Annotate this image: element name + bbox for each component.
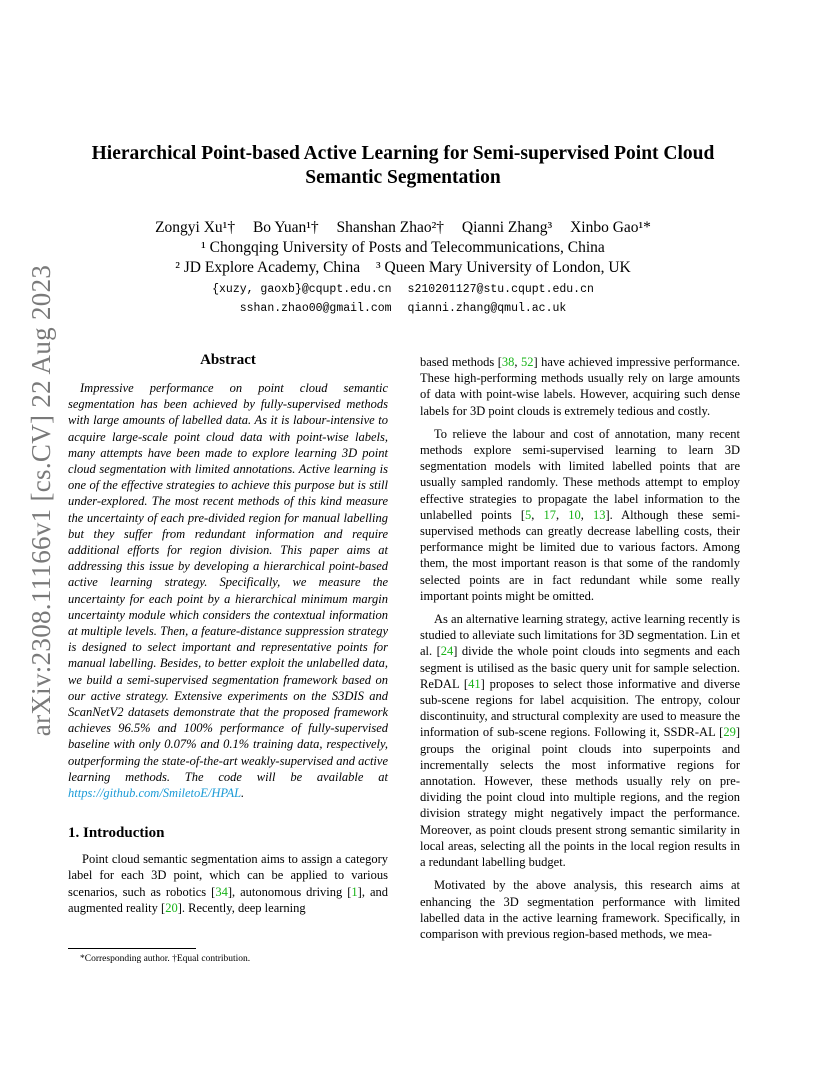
abstract-heading: Abstract <box>200 352 256 368</box>
citation-link[interactable]: 5 <box>525 507 532 522</box>
body-paragraph: Motivated by the above analysis, this research aims at enhancing the 3D segmentation performance with limited labelled data in the active learning framework. Specifically, in comparison with previous region-based methods, we mea- <box>420 878 740 941</box>
code-link[interactable]: https://github.com/SmiletoE/HPAL <box>68 786 242 801</box>
citation-link[interactable]: 38 <box>501 355 515 369</box>
email[interactable]: s210201127@stu.cqupt.edu.cn <box>407 283 594 296</box>
body-paragraph: As an alternative learning strategy, active learning recently is studied to alleviate such limitations for 3D segmentation. Lin et al. [24] divide the whole point clouds into segments and each segment is utilised as the basic query unit for sample selection. ReDAL [41] proposes to select those informative and diverse sub-scene regions for label acquisition. The entropy, colour discontinuity, and structural complexity are used to measure the information of sub-scene regions. Following it, SSDR-AL [29] groups the original point clouds into superpoints and incrementally selects the most informative regions for annotation. However, these methods usually rely on pre-dividing the point cloud into multiple regions, and the region division strategy might negatively impact the performance. Moreover, as point clouds present strong semantic similarity in local areas, selecting all the points in the local region results in a redundant labelling budget. <box>420 612 741 870</box>
author: Zongyi Xu¹† <box>155 219 236 236</box>
author-list <box>60 218 746 238</box>
arxiv-identifier: arXiv:2308.11166v1 [cs.CV] 22 Aug 2023 <box>26 264 57 736</box>
citation-link[interactable]: 29 <box>723 725 736 740</box>
citation-link[interactable]: 24 <box>440 644 454 659</box>
email[interactable]: qianni.zhang@qmul.ac.uk <box>407 302 567 315</box>
email-block <box>60 280 746 318</box>
footnote: *Corresponding author. †Equal contribution. <box>80 954 251 964</box>
author: Shanshan Zhao²† <box>336 219 444 236</box>
affiliation-2 <box>60 258 746 278</box>
section-heading-introduction: 1. Introduction <box>68 825 165 842</box>
left-column <box>68 350 388 923</box>
abstract-text: Impressive performance on point cloud semantic segmentation has been achieved by fully-supervised methods with large amounts of labelled data. As it is labour-intensive to acquire large-scale point cloud data with point-wise labels, many attempts have been made to explore learning 3D point cloud segmentation with limited annotations. Active learning is one of the effective strategies to achieve this purpose but is still under-explored. The most recent methods of this kind measure the uncertainty of each pre-divided region for manual labelling but they suffer from redundant information and require additional efforts for region division. This paper aims at addressing this issue by developing a hierarchical point-based active learning strategy. Specifically, we measure the uncertainty for each point by a hierarchical minimum margin uncertainty module which considers the contextual information at multiple levels. Then, a feature-distance suppression strategy is designed to select important and representative points for manual labelling. Besides, to better exploit the unlabelled data, we build a semi-supervised segmentation framework based on our active strategy. Extensive experiments on the S3DIS and ScanNetV2 datasets demonstrate that the proposed framework achieves 96.5% and 100% performance of fully-supervised baseline with only 0.07% and 0.1% training data, respectively, outperforming the state-of-the-art weakly-supervised and active learning methods. The code will be available at <box>68 381 388 784</box>
affiliation-1: ¹ Chongqing University of Posts and Telecommunications, China <box>201 239 605 256</box>
citation-link[interactable]: 13 <box>592 507 606 522</box>
abstract-body <box>68 380 388 801</box>
right-column <box>420 354 740 949</box>
citation-link[interactable]: 20 <box>165 900 178 915</box>
citation-link[interactable]: 1 <box>351 884 358 899</box>
footnote-rule <box>68 948 196 949</box>
citation-link[interactable]: 10 <box>568 507 581 522</box>
affiliation-jd: ² JD Explore Academy, China <box>175 259 361 276</box>
email[interactable]: sshan.zhao00@gmail.com <box>239 302 392 315</box>
body-paragraph: based methods [38, 52] have achieved impressive performance. These high-performing methods usually rely on large amounts of data with point-wise labels. However, acquiring such dense labels for 3D point clouds is extremely tedious and costly. <box>420 355 740 418</box>
citation-link[interactable]: 52 <box>521 355 534 369</box>
author: Bo Yuan¹† <box>252 219 319 236</box>
intro-paragraph-1: Point cloud semantic segmentation aims to assign a category label for each 3D point, which can be applied to various scenarios, such as robotics [34], autonomous driving [1], and augmented reality [20]. Recently, deep learning <box>68 852 388 915</box>
paper-title: Hierarchical Point-based Active Learning for Semi-supervised Point Cloud Semantic Segmentation <box>91 143 715 188</box>
affiliation-qmul: ³ Queen Mary University of London, UK <box>375 259 631 276</box>
body-paragraph: To relieve the labour and cost of annotation, many recent methods explore semi-supervised learning to learn 3D segmentation models with limited labelled points that are usually sampled randomly. These methods attempt to employ effective strategies to propagate the label information to the unlabelled points [5, 17, 10, 13]. Although these semi-supervised methods can greatly decrease labelling costs, their performance might be limited due to various factors. Among them, the most important reason is that some of the randomly selected points are in fact redundant while some really important points might be omitted. <box>420 426 741 603</box>
citation-link[interactable]: 41 <box>468 676 481 691</box>
email[interactable]: {xuzy, gaoxb}@cqupt.edu.cn <box>212 283 392 296</box>
author: Qianni Zhang³ <box>461 219 553 236</box>
citation-link[interactable]: 17 <box>543 507 556 522</box>
author: Xinbo Gao¹* <box>570 219 651 236</box>
citation-link[interactable]: 34 <box>215 884 228 899</box>
abstract-end: . <box>241 786 245 801</box>
